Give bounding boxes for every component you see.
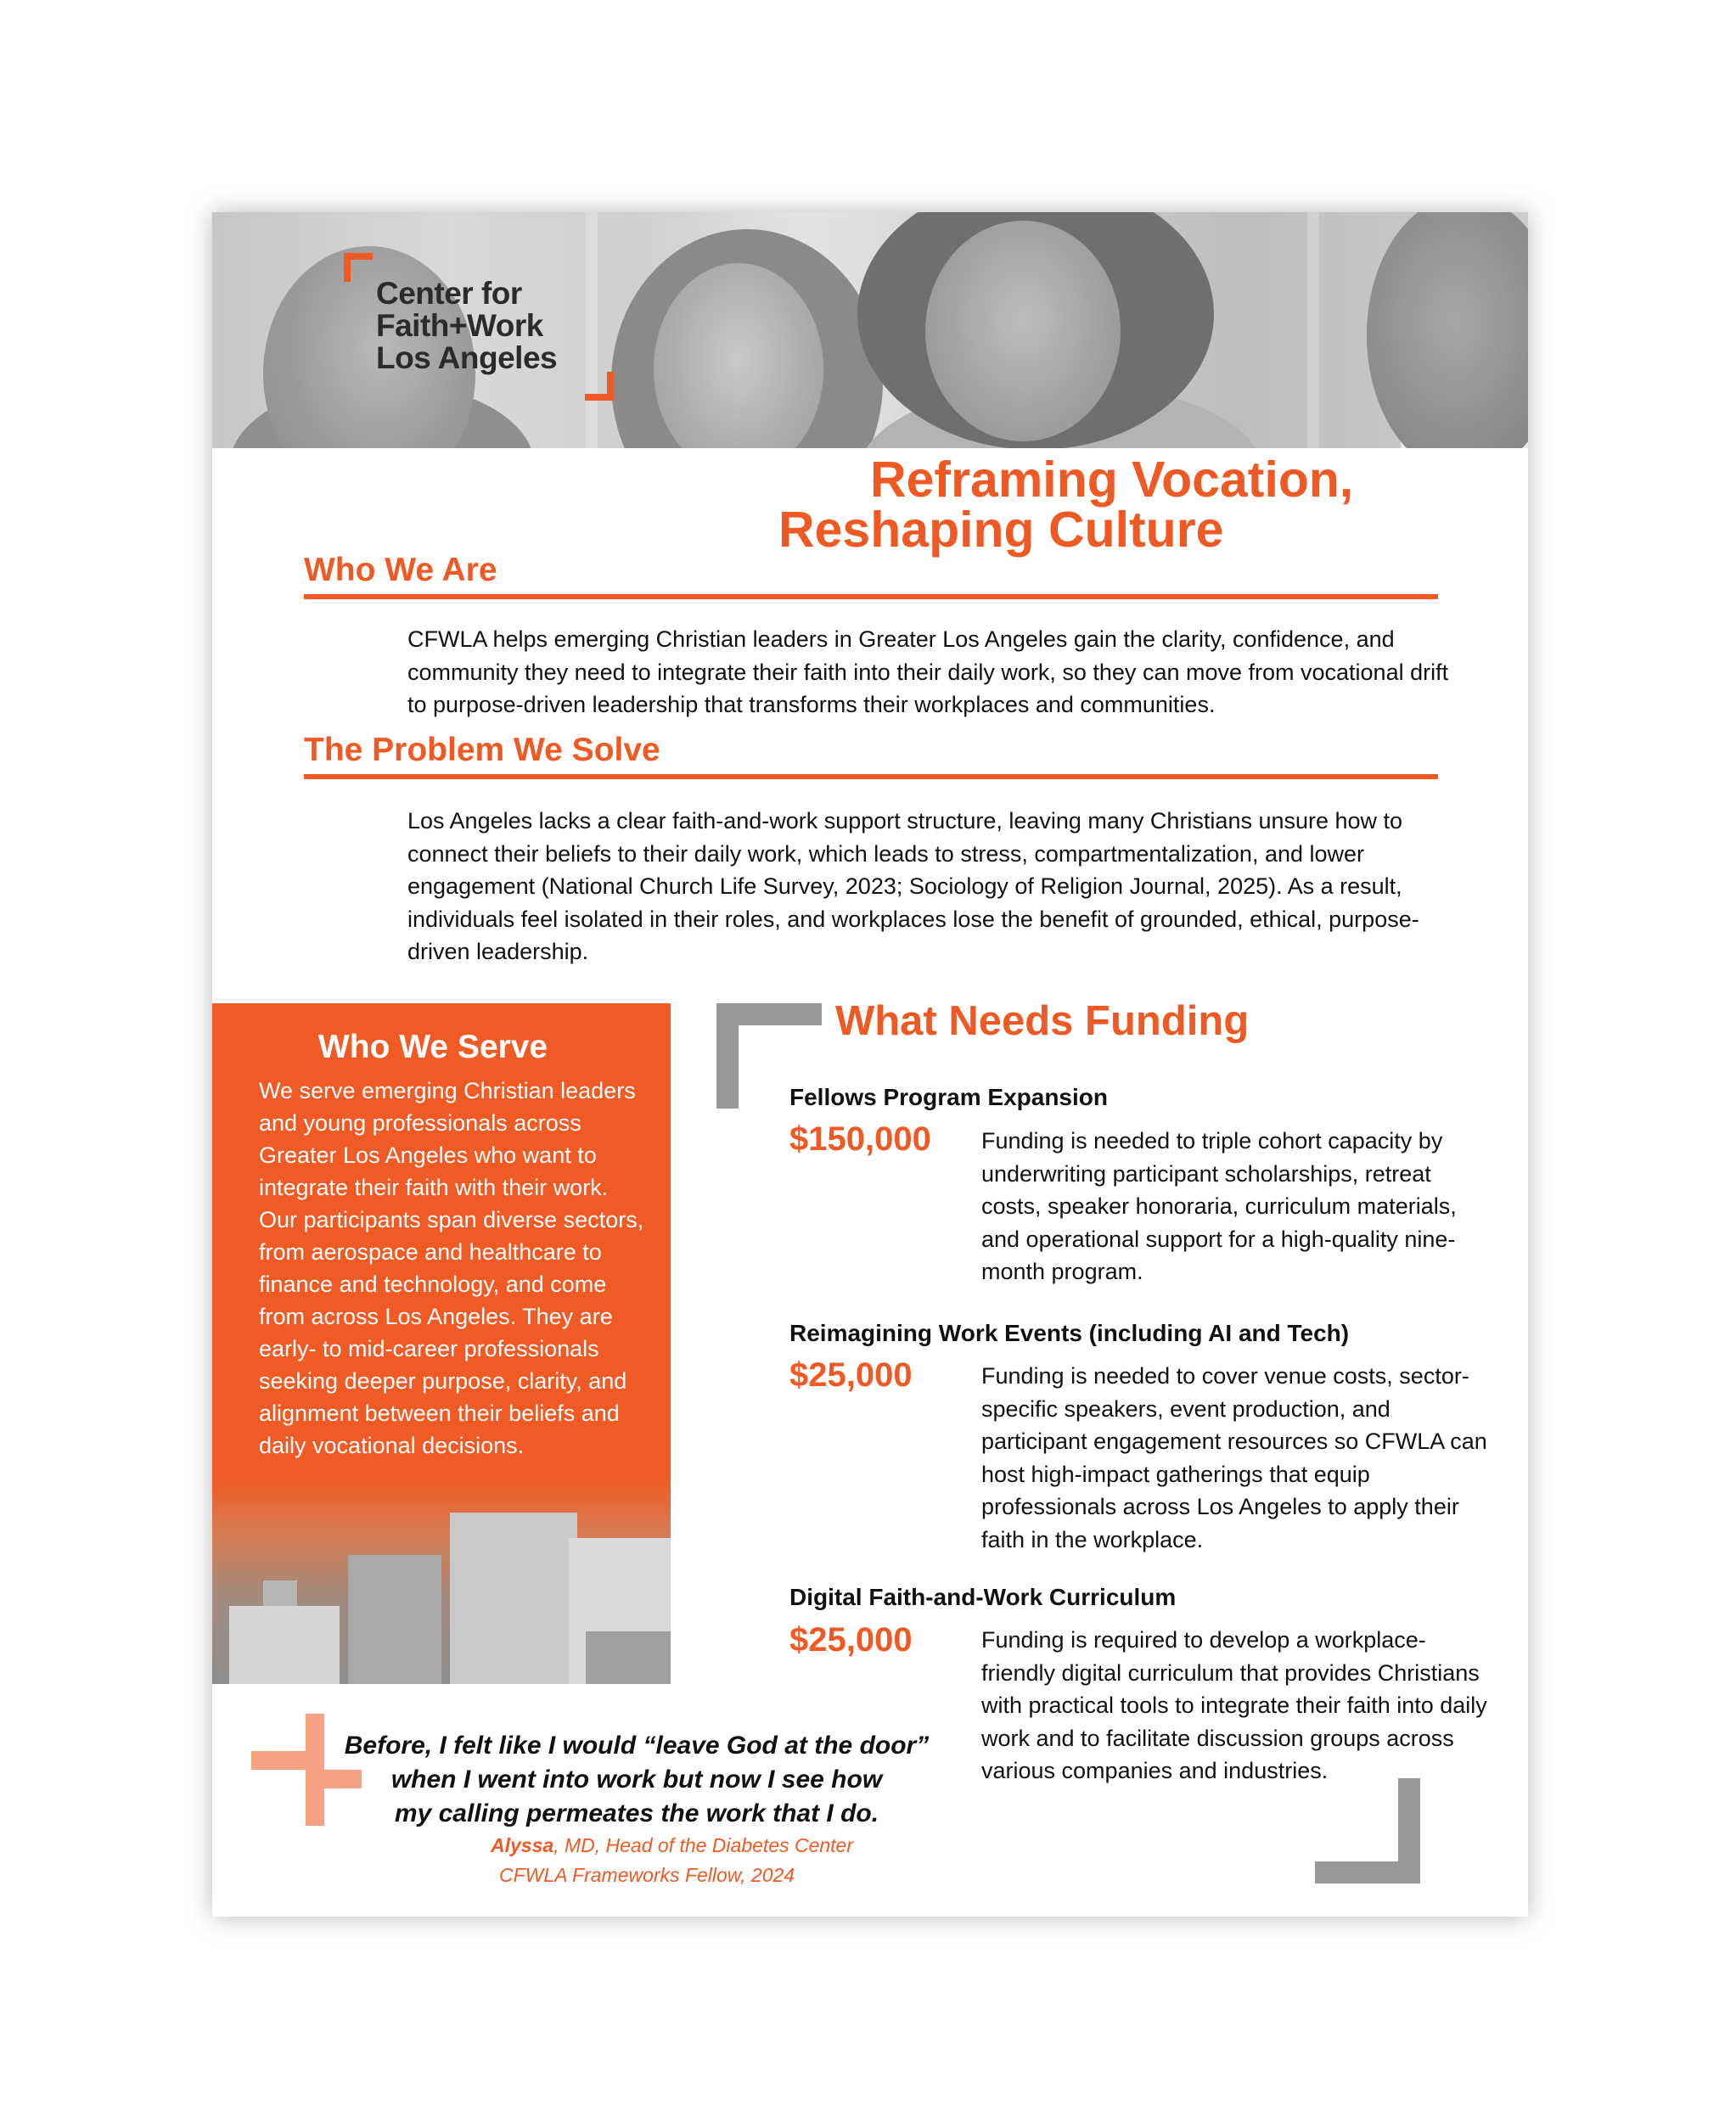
funding-item-description: Funding is required to develop a workplace-friendly digital curriculum that provides Christians with practical tools to integrate their faith into daily work and to facilitate discussion groups across various companies and industries. [981,1627,1487,1783]
flyer-page [212,212,1528,1917]
funding-item-title: Reimagining Work Events (including AI and Tech) [789,1320,1350,1346]
logo-bracket-icon [344,253,373,282]
who-we-serve-panel [212,1003,671,1684]
funding-item-amount: $25,000 [789,1621,913,1659]
plus-accent-part [306,1770,324,1826]
problem-text: Los Angeles lacks a clear faith-and-work support structure, leaving many Christians unsure how to connect their beliefs to their daily work, which leads to stress, compartmentalization, and lower engagement (National Church Life Survey, 2023; Sociology of Religion Journal, 2025). As a result, individuals feel isolated in their roles, and workplaces lose the benefit of grounded, ethical, purpose-driven leadership. [407,808,1419,964]
cfwla-logo [344,253,615,397]
hero-photo-banner [212,212,1528,448]
person-photo [1367,212,1528,448]
logo-line: Faith+Work [376,308,543,343]
corner-bracket-part [1315,1861,1420,1883]
logo-line: Center for [376,276,522,311]
quote-line: Before, I felt like I would “leave God at the door” [344,1732,930,1760]
corner-bracket-part [716,1003,739,1109]
funding-heading: What Needs Funding [835,998,1250,1044]
person-photo [925,221,1121,441]
who-we-serve-text: We serve emerging Christian leaders and young professionals across Greater Los Angeles who want to integrate their faith with their work. Our participants span diverse sectors, from aerospace and healthcare to finance and technology, and come from across Los Angeles. They are early- to mid-career professionals seeking deeper purpose, clarity, and alignment between their beliefs and daily vocational decisions. [259,1078,644,1458]
quote-line: my calling permeates the work that I do. [394,1799,879,1827]
funding-item-description: Funding is needed to triple cohort capacity by underwriting participant scholarships, retreat costs, speaker honoraria, curriculum materials, and operational support for a high-quality nine-month program. [981,1128,1457,1284]
section-divider [304,594,1438,599]
quote-author-role: , MD, Head of the Diabetes Center [553,1834,854,1856]
city-skyline-image [212,1479,671,1684]
funding-item-title: Digital Faith-and-Work Curriculum [789,1584,1177,1610]
who-we-are-text: CFWLA helps emerging Christian leaders in Greater Los Angeles gain the clarity, confidence, and community they need to integrate their faith into their daily work, so they can move from vocational drift to purpose-driven leadership that transforms their workplaces and communities. [407,626,1449,717]
funding-item-amount: $25,000 [789,1356,913,1394]
testimonial-quote [323,1729,951,1831]
who-we-serve-heading: Who We Serve [317,1029,548,1065]
quote-fellowship: CFWLA Frameworks Fellow, 2024 [499,1864,795,1886]
funding-item-title: Fellows Program Expansion [789,1084,1108,1110]
logo-bracket-icon [585,372,614,401]
who-we-are-heading: Who We Are [304,552,497,588]
quote-attribution [491,1831,915,1860]
funding-item-description: Funding is needed to cover venue costs, sector-specific speakers, event production, and participant engagement resources so CFWLA can host high-impact gatherings that equip professionals across Los Angeles to apply their faith in the workplace. [981,1363,1487,1552]
funding-item-amount: $150,000 [789,1120,931,1158]
plus-accent-part [251,1751,324,1770]
quote-line: when I went into work but now I see how [390,1766,883,1794]
section-divider [304,774,1438,779]
logo-line: Los Angeles [376,340,558,375]
page-title-line-2: Reshaping Culture [778,502,1224,558]
quote-author-name: Alyssa [491,1834,554,1856]
problem-heading: The Problem We Solve [304,732,660,768]
page-title-line-1: Reframing Vocation, [870,452,1354,508]
